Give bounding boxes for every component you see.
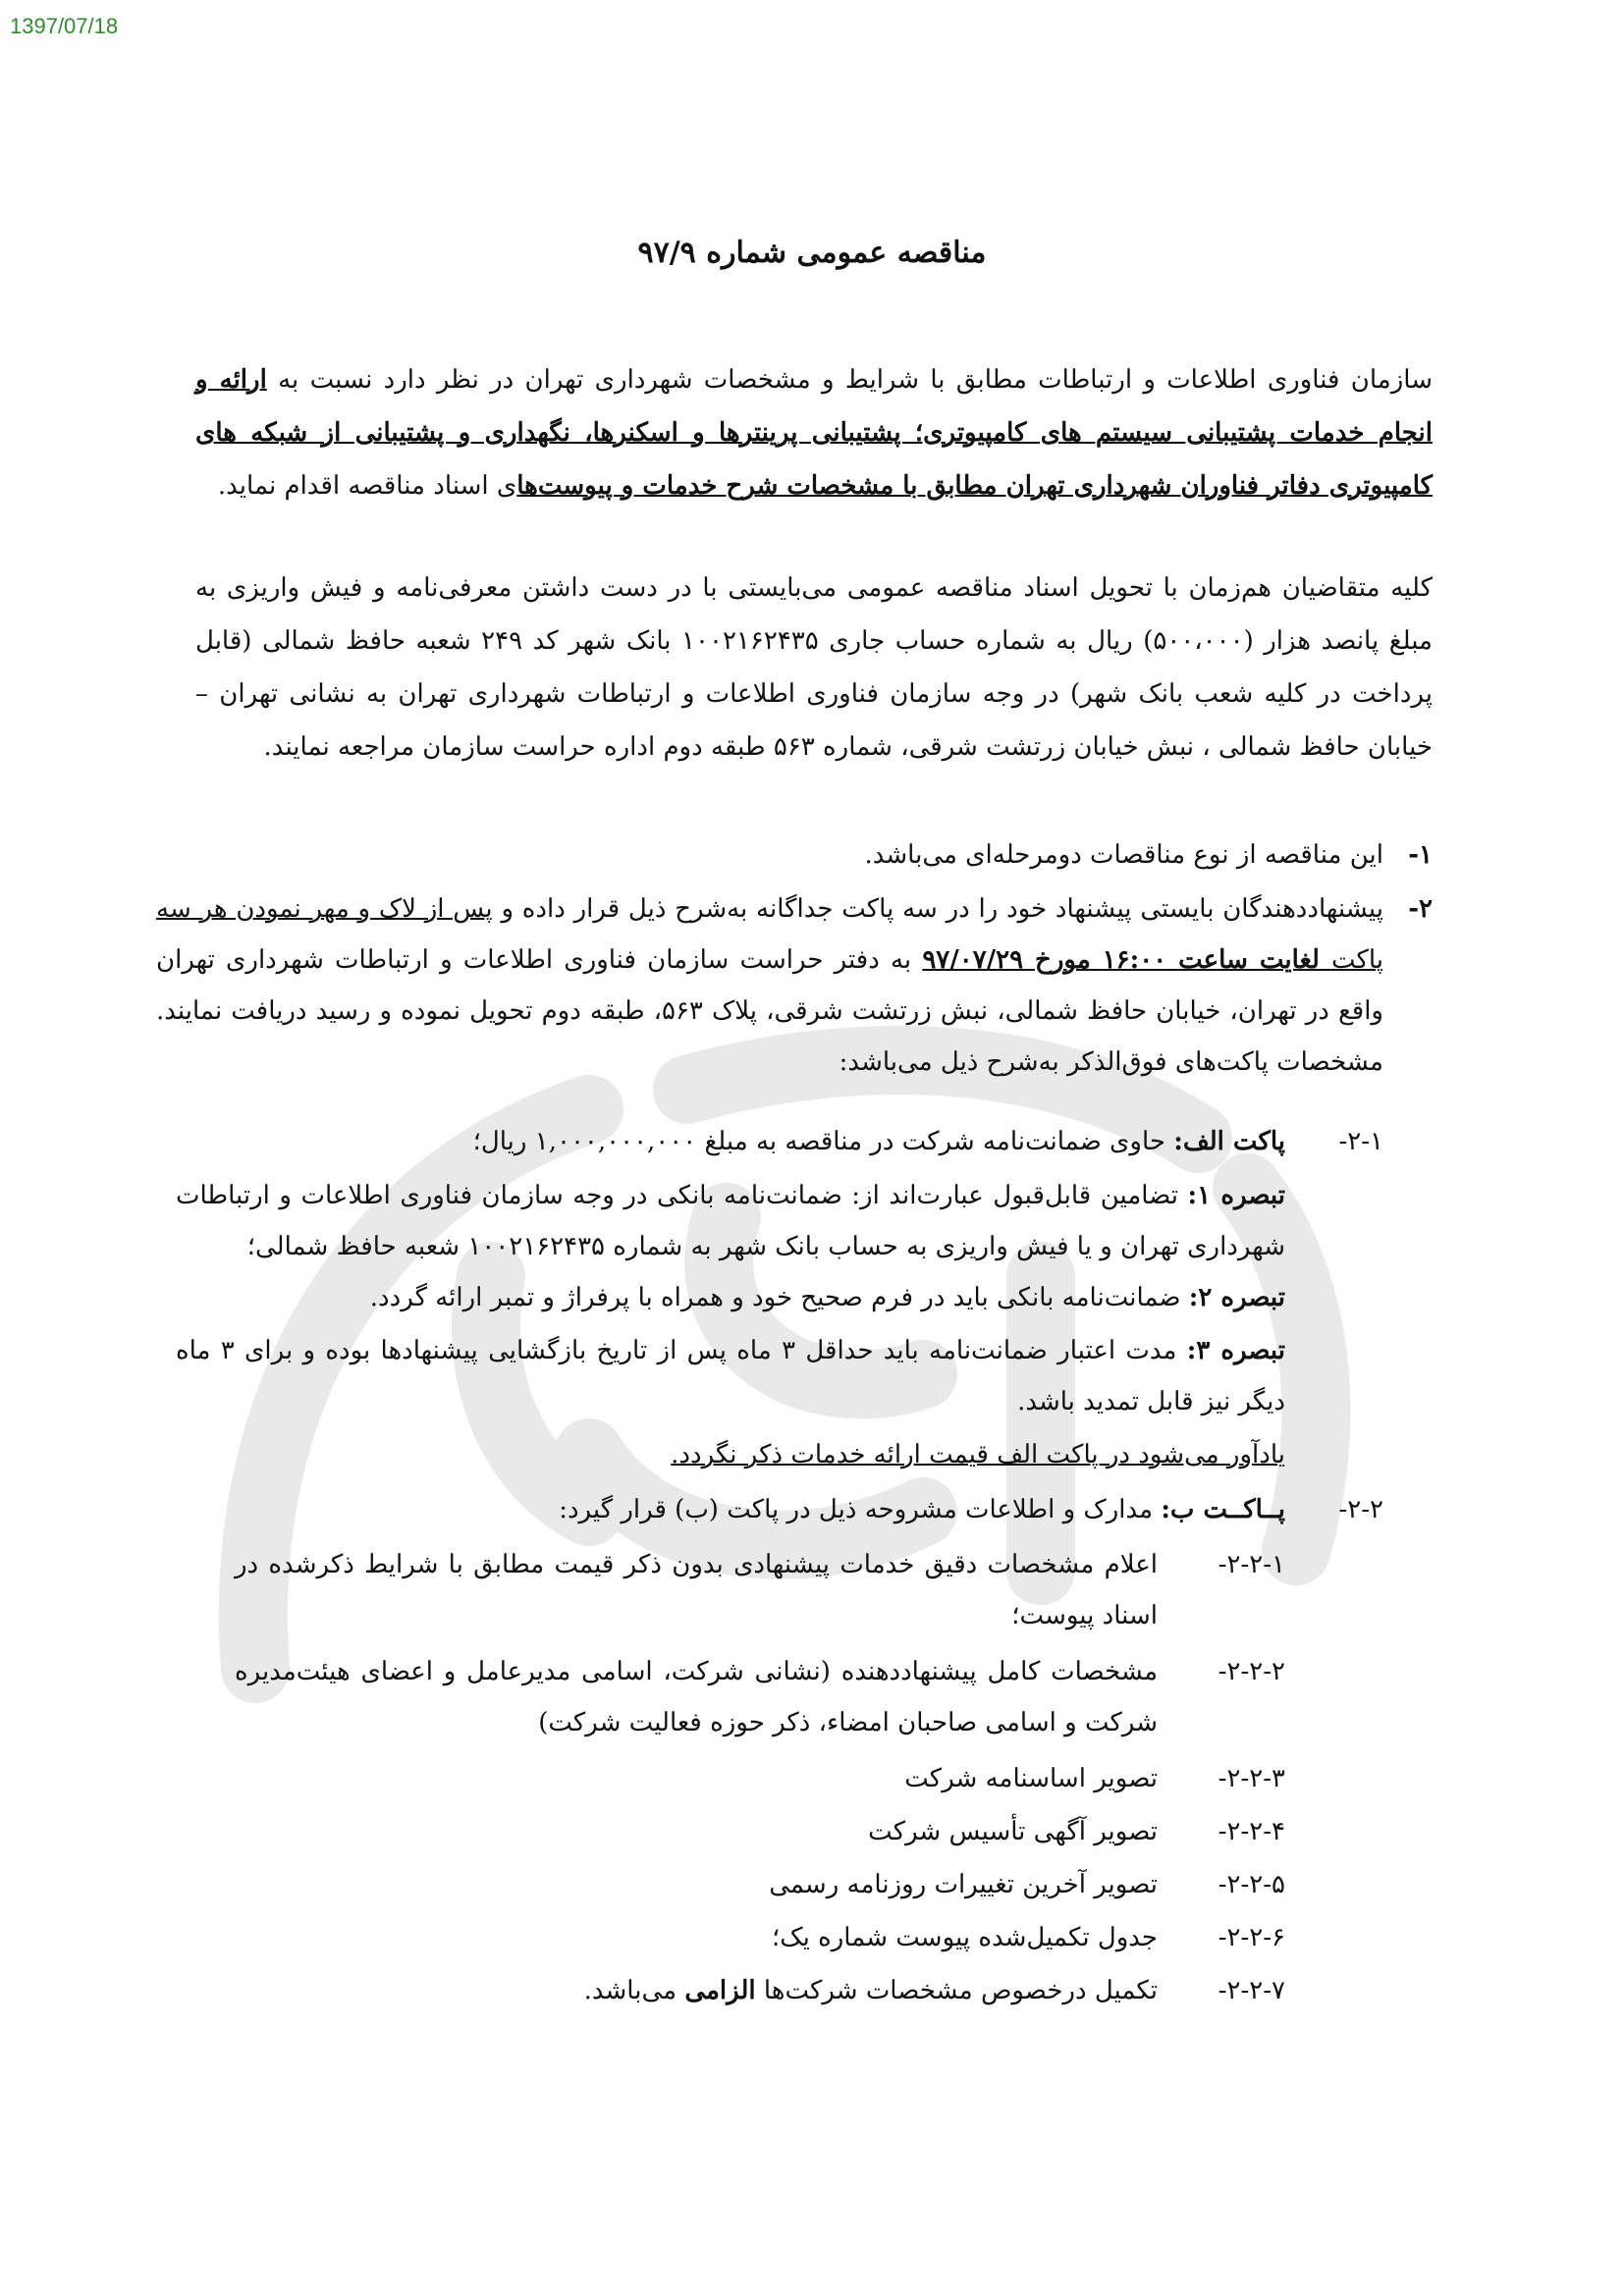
envelope-a-label: پاکت الف: <box>1173 1127 1285 1156</box>
page-title: مناقصه عمومی شماره ۹۷/۹ <box>637 236 987 270</box>
item7-text-a: تکمیل درخصوص مشخصات شرکت‌ها <box>755 1976 1158 2005</box>
sub-sub-item-7 <box>235 1965 1285 2016</box>
date-stamp: 1397/07/18 <box>10 14 119 38</box>
note-label: تبصره ۲: <box>1188 1283 1285 1312</box>
sub-sub-item-text <box>235 1965 1158 2016</box>
list-item-2 <box>156 883 1433 1088</box>
envelope-b-text: مدارک و اطلاعات مشروحه ذیل در پاکت (ب) قرار گیرد: <box>559 1495 1162 1524</box>
sub-sub-item-4 <box>235 1806 1285 1857</box>
sub-sub-item-number: ۲-۲-۲- <box>1218 1657 1285 1686</box>
note-label: تبصره ۳: <box>1186 1336 1285 1365</box>
intro-text-1: سازمان فناوری اطلاعات و ارتباطات مطابق با شرایط و مشخصات شهرداری تهران در نظر دارد نسبت به <box>266 365 1433 395</box>
note-text: مدت اعتبار ضمانت‌نامه باید حداقل ۳ ماه پس از تاریخ بازگشایی پیشنهادها بوده و برای ۳ ماه دیگر نیز قابل تمدید باشد. <box>176 1336 1285 1416</box>
sub-sub-item-number: ۲-۲-۷- <box>1218 1976 1285 2005</box>
note-text: تضامین قابل‌قبول عبارت‌اند از: ضمانت‌نامه بانکی در وجه سازمان فناوری اطلاعات و ارتباطات شهرداری تهران و یا فیش واریزی به حساب بانک شهر به شماره ۱۰۰۲۱۶۲۴۳۵ شعبه حافظ شمالی؛ <box>176 1181 1285 1261</box>
sub-item-text <box>254 1116 1285 1167</box>
envelope-b-label: پــاکــت ب: <box>1161 1495 1285 1524</box>
list-item-text: این مناقصه از نوع مناقصات دومرحله‌ای می‌باشد. <box>864 840 1383 870</box>
sub-sub-item-5 <box>235 1859 1285 1910</box>
reminder-text: یادآور می‌شود در پاکت الف قیمت ارائه خدمات ذکر نگردد. <box>671 1440 1285 1469</box>
list-item-number: ۲- <box>1408 894 1433 924</box>
sub-sub-item-text: تصویر اساسنامه شرکت <box>904 1764 1158 1793</box>
sub-sub-item-6 <box>235 1912 1285 1963</box>
item7-text-c: می‌باشد. <box>583 1976 685 2005</box>
sub-item-number: ۲-۲- <box>1338 1495 1383 1524</box>
sub-sub-item-text: تصویر آخرین تغییرات روزنامه رسمی <box>769 1870 1158 1899</box>
paragraph-registration: کلیه متقاضیان هم‌زمان با تحویل اسناد مناقصه عمومی می‌بایستی با در دست داشتن معرفی‌نامه و فیش واریزی به مبلغ پانصد هزار (۵۰۰،۰۰۰) ریال به شماره حساب جاری ۱۰۰۲۱۶۲۴۳۵ بانک شهر کد ۲۴۹ شعبه حافظ شمالی (قابل پرداخت در کلیه شعب بانک شهر) در وجه سازمان فناوری اطلاعات و ارتباطات شهرداری تهران به نشانی تهران – خیابان حافظ شمالی ، نبش خیابان زرتشت شرقی، شماره ۵۶۳ طبقه دوم اداره حراست سازمان مراجعه نمایند. <box>195 573 1433 762</box>
sub-sub-item-text: تصویر آگهی تأسیس شرکت <box>868 1817 1158 1846</box>
note-1 <box>176 1170 1285 1272</box>
intro-highlight: ارائه و انجام خدمات پشتیبانی سیستم های کامپیوتری؛ پشتیبانی پرینترها و اسکنرها، نگهداری و پشتیبانی از شبکه های کامپیوتری دفاتر فناوران شهرداری تهران مطابق با مشخصات شرح خدمات و پیوست‌ها <box>195 365 1433 501</box>
sub-sub-item-text: مشخصات کامل پیشنهاددهنده (نشانی شرکت، اسامی مدیرعامل و اعضای هیئت‌مدیره شرکت و اسامی صاحبان امضاء، ذکر حوزه فعالیت شرکت) <box>235 1657 1158 1737</box>
sub-sub-item-number: ۲-۲-۵- <box>1218 1870 1285 1899</box>
envelope-a-text: حاوی ضمانت‌نامه شرکت در مناقصه به مبلغ ۱,۰۰۰,۰۰۰,۰۰۰ ریال؛ <box>472 1127 1174 1156</box>
list-item-1 <box>156 829 1433 881</box>
item2-text-b: پس از لاک و مهر نمودن هر سه پاکت <box>156 894 1384 975</box>
intro-paragraph <box>195 353 1433 512</box>
sub-sub-item-text: اعلام مشخصات دقیق خدمات پیشنهادی بدون ذکر قیمت مطابق با شرایط ذکرشده در اسناد پیوست؛ <box>235 1550 1158 1630</box>
intro-text-3: ی اسناد مناقصه اقدام نماید. <box>217 471 517 501</box>
sub-sub-item-number: ۲-۲-۴- <box>1218 1817 1285 1846</box>
sub-item-text <box>254 1484 1285 1535</box>
deadline: لغایت ساعت ۱۶:۰۰ مورخ ۹۷/۰۷/۲۹ <box>922 945 1331 975</box>
note-label: تبصره ۱: <box>1187 1181 1285 1210</box>
sub-sub-item-number: ۲-۲-۶- <box>1218 1923 1285 1952</box>
sub-item-2-1 <box>254 1116 1383 1167</box>
mandatory-word: الزامی <box>684 1976 756 2005</box>
sub-sub-item-2 <box>235 1646 1285 1748</box>
note-text: ضمانت‌نامه بانکی باید در فرم صحیح خود و همراه با پرفراژ و تمبر ارائه گردد. <box>369 1283 1189 1312</box>
sub-sub-item-text: جدول تکمیل‌شده پیوست شماره یک؛ <box>772 1923 1158 1952</box>
item2-text-a: پیشنهاددهندگان بایستی پیشنهاد خود را در سه پاکت جداگانه به‌شرح ذیل قرار داده و <box>492 894 1383 924</box>
item2-text-d: به دفتر حراست سازمان فناوری اطلاعات و ارتباطات شهرداری تهران واقع در تهران، خیابان حافظ شمالی، نبش زرتشت شرقی، پلاک ۵۶۳، طبقه دوم تحویل نموده و رسید دریافت نمایند. مشخصات پاکت‌های فوق‌الذکر به‌شرح ذیل می‌باشد: <box>156 945 1383 1077</box>
sub-sub-item-number: ۲-۲-۱- <box>1218 1550 1285 1579</box>
sub-item-number: ۲-۱- <box>1338 1127 1383 1156</box>
sub-sub-item-1 <box>235 1539 1285 1641</box>
sub-item-2-2 <box>254 1484 1383 1535</box>
list-item-number: ۱- <box>1408 840 1433 870</box>
note-2 <box>176 1272 1285 1323</box>
reminder-note <box>176 1429 1285 1480</box>
sub-sub-item-number: ۲-۲-۳- <box>1218 1764 1285 1793</box>
note-3 <box>176 1325 1285 1427</box>
sub-sub-item-3 <box>235 1753 1285 1804</box>
list-item-text <box>156 883 1383 1088</box>
